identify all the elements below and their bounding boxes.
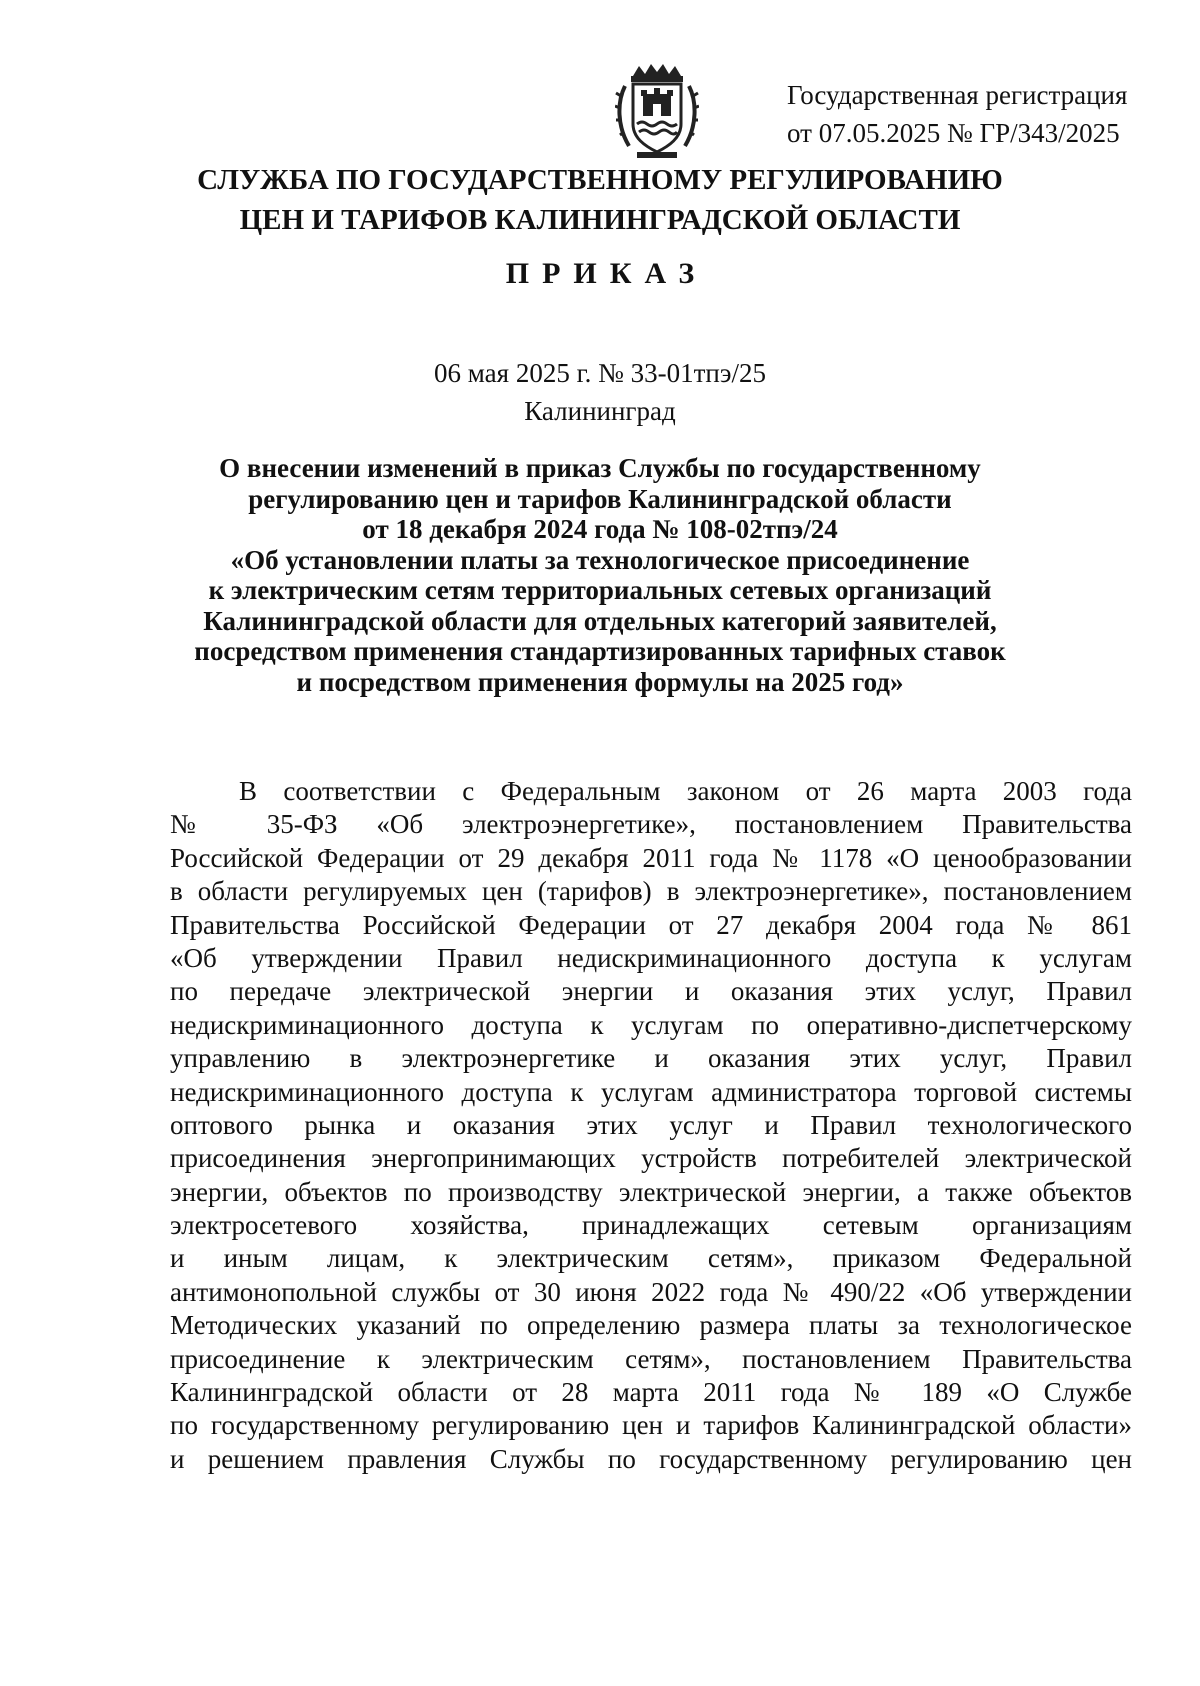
order-date-number: 06 мая 2025 г. № 33-01тпэ/25	[434, 358, 766, 388]
body-line: Правительства Российской Федерации от 27 декабря 2004 года № 861	[170, 909, 1132, 940]
order-title	[160, 453, 1040, 697]
body-line: и иным лицам, к электрическим сетям», приказом Федеральной	[170, 1243, 1132, 1274]
body-paragraph	[170, 775, 1132, 1476]
title-line: посредством применения стандартизированных тарифных ставок	[194, 636, 1006, 666]
state-registration	[787, 76, 1187, 152]
title-line: и посредством применения формулы на 2025 год»	[296, 666, 904, 697]
body-line: управлению в электроэнергетике и оказания этих услуг, Правил	[170, 1043, 1132, 1074]
organization-name	[0, 160, 1200, 240]
body-line: В соответствии с Федеральным законом от 26 марта 2003 года	[239, 776, 1132, 806]
date-and-number	[0, 354, 1200, 430]
title-line: О внесении изменений в приказ Службы по государственному	[219, 453, 981, 483]
body-line: «Об утверждении Правил недискриминационного доступа к услугам	[170, 942, 1132, 973]
document-type: ПРИКАЗ	[505, 257, 708, 290]
title-line: регулированию цен и тарифов Калининградской области	[248, 483, 952, 514]
organization-line-1: СЛУЖБА ПО ГОСУДАРСТВЕННОМУ РЕГУЛИРОВАНИЮ	[197, 164, 1003, 196]
organization-line-2: ЦЕН И ТАРИФОВ КАЛИНИНГРАДСКОЙ ОБЛАСТИ	[239, 204, 961, 236]
body-line: № 35-ФЗ «Об электроэнергетике», постановлением Правительства	[170, 809, 1132, 840]
title-line: от 18 декабря 2024 года № 108-02тпэ/24	[362, 514, 838, 544]
title-line: «Об установлении платы за технологическое присоединение	[230, 544, 970, 575]
body-line: энергии, объектов по производству электрической энергии, а также объектов	[170, 1176, 1132, 1207]
body-line: Методических указаний по определению размера платы за технологическое	[170, 1310, 1132, 1341]
title-line: Калининградской области для отдельных категорий заявителей,	[203, 605, 997, 636]
coat-of-arms-icon	[615, 62, 699, 162]
body-line: и решением правления Службы по государственному регулированию цен	[170, 1443, 1132, 1474]
body-line: недискриминационного доступа к услугам по оперативно-диспетчерскому	[170, 1009, 1132, 1040]
body-line: электросетевого хозяйства, принадлежащих сетевым организациям	[170, 1210, 1132, 1241]
body-line: антимонопольной службы от 30 июня 2022 года № 490/22 «Об утверждении	[170, 1276, 1132, 1307]
body-line: Российской Федерации от 29 декабря 2011 года № 1178 «О ценообразовании	[170, 842, 1132, 873]
body-line: присоединения энергопринимающих устройств потребителей электрической	[170, 1143, 1132, 1174]
registration-line-1: Государственная регистрация	[787, 80, 1128, 110]
body-line: Калининградской области от 28 марта 2011 года № 189 «О Службе	[170, 1377, 1132, 1408]
body-line: по передаче электрической энергии и оказания этих услуг, Правил	[170, 976, 1132, 1007]
body-line: в области регулируемых цен (тарифов) в электроэнергетике», постановлением	[170, 876, 1132, 907]
body-line: оптового рынка и оказания этих услуг и Правил технологического	[170, 1109, 1132, 1140]
body-line: по государственному регулированию цен и тарифов Калининградской области»	[170, 1410, 1132, 1441]
city: Калининград	[524, 396, 676, 426]
registration-line-2: от 07.05.2025 № ГР/343/2025	[787, 118, 1120, 148]
title-line: к электрическим сетям территориальных сетевых организаций	[208, 575, 992, 605]
body-line: присоединение к электрическим сетям», постановлением Правительства	[170, 1343, 1132, 1374]
body-line: недискриминационного доступа к услугам администратора торговой системы	[170, 1076, 1132, 1107]
